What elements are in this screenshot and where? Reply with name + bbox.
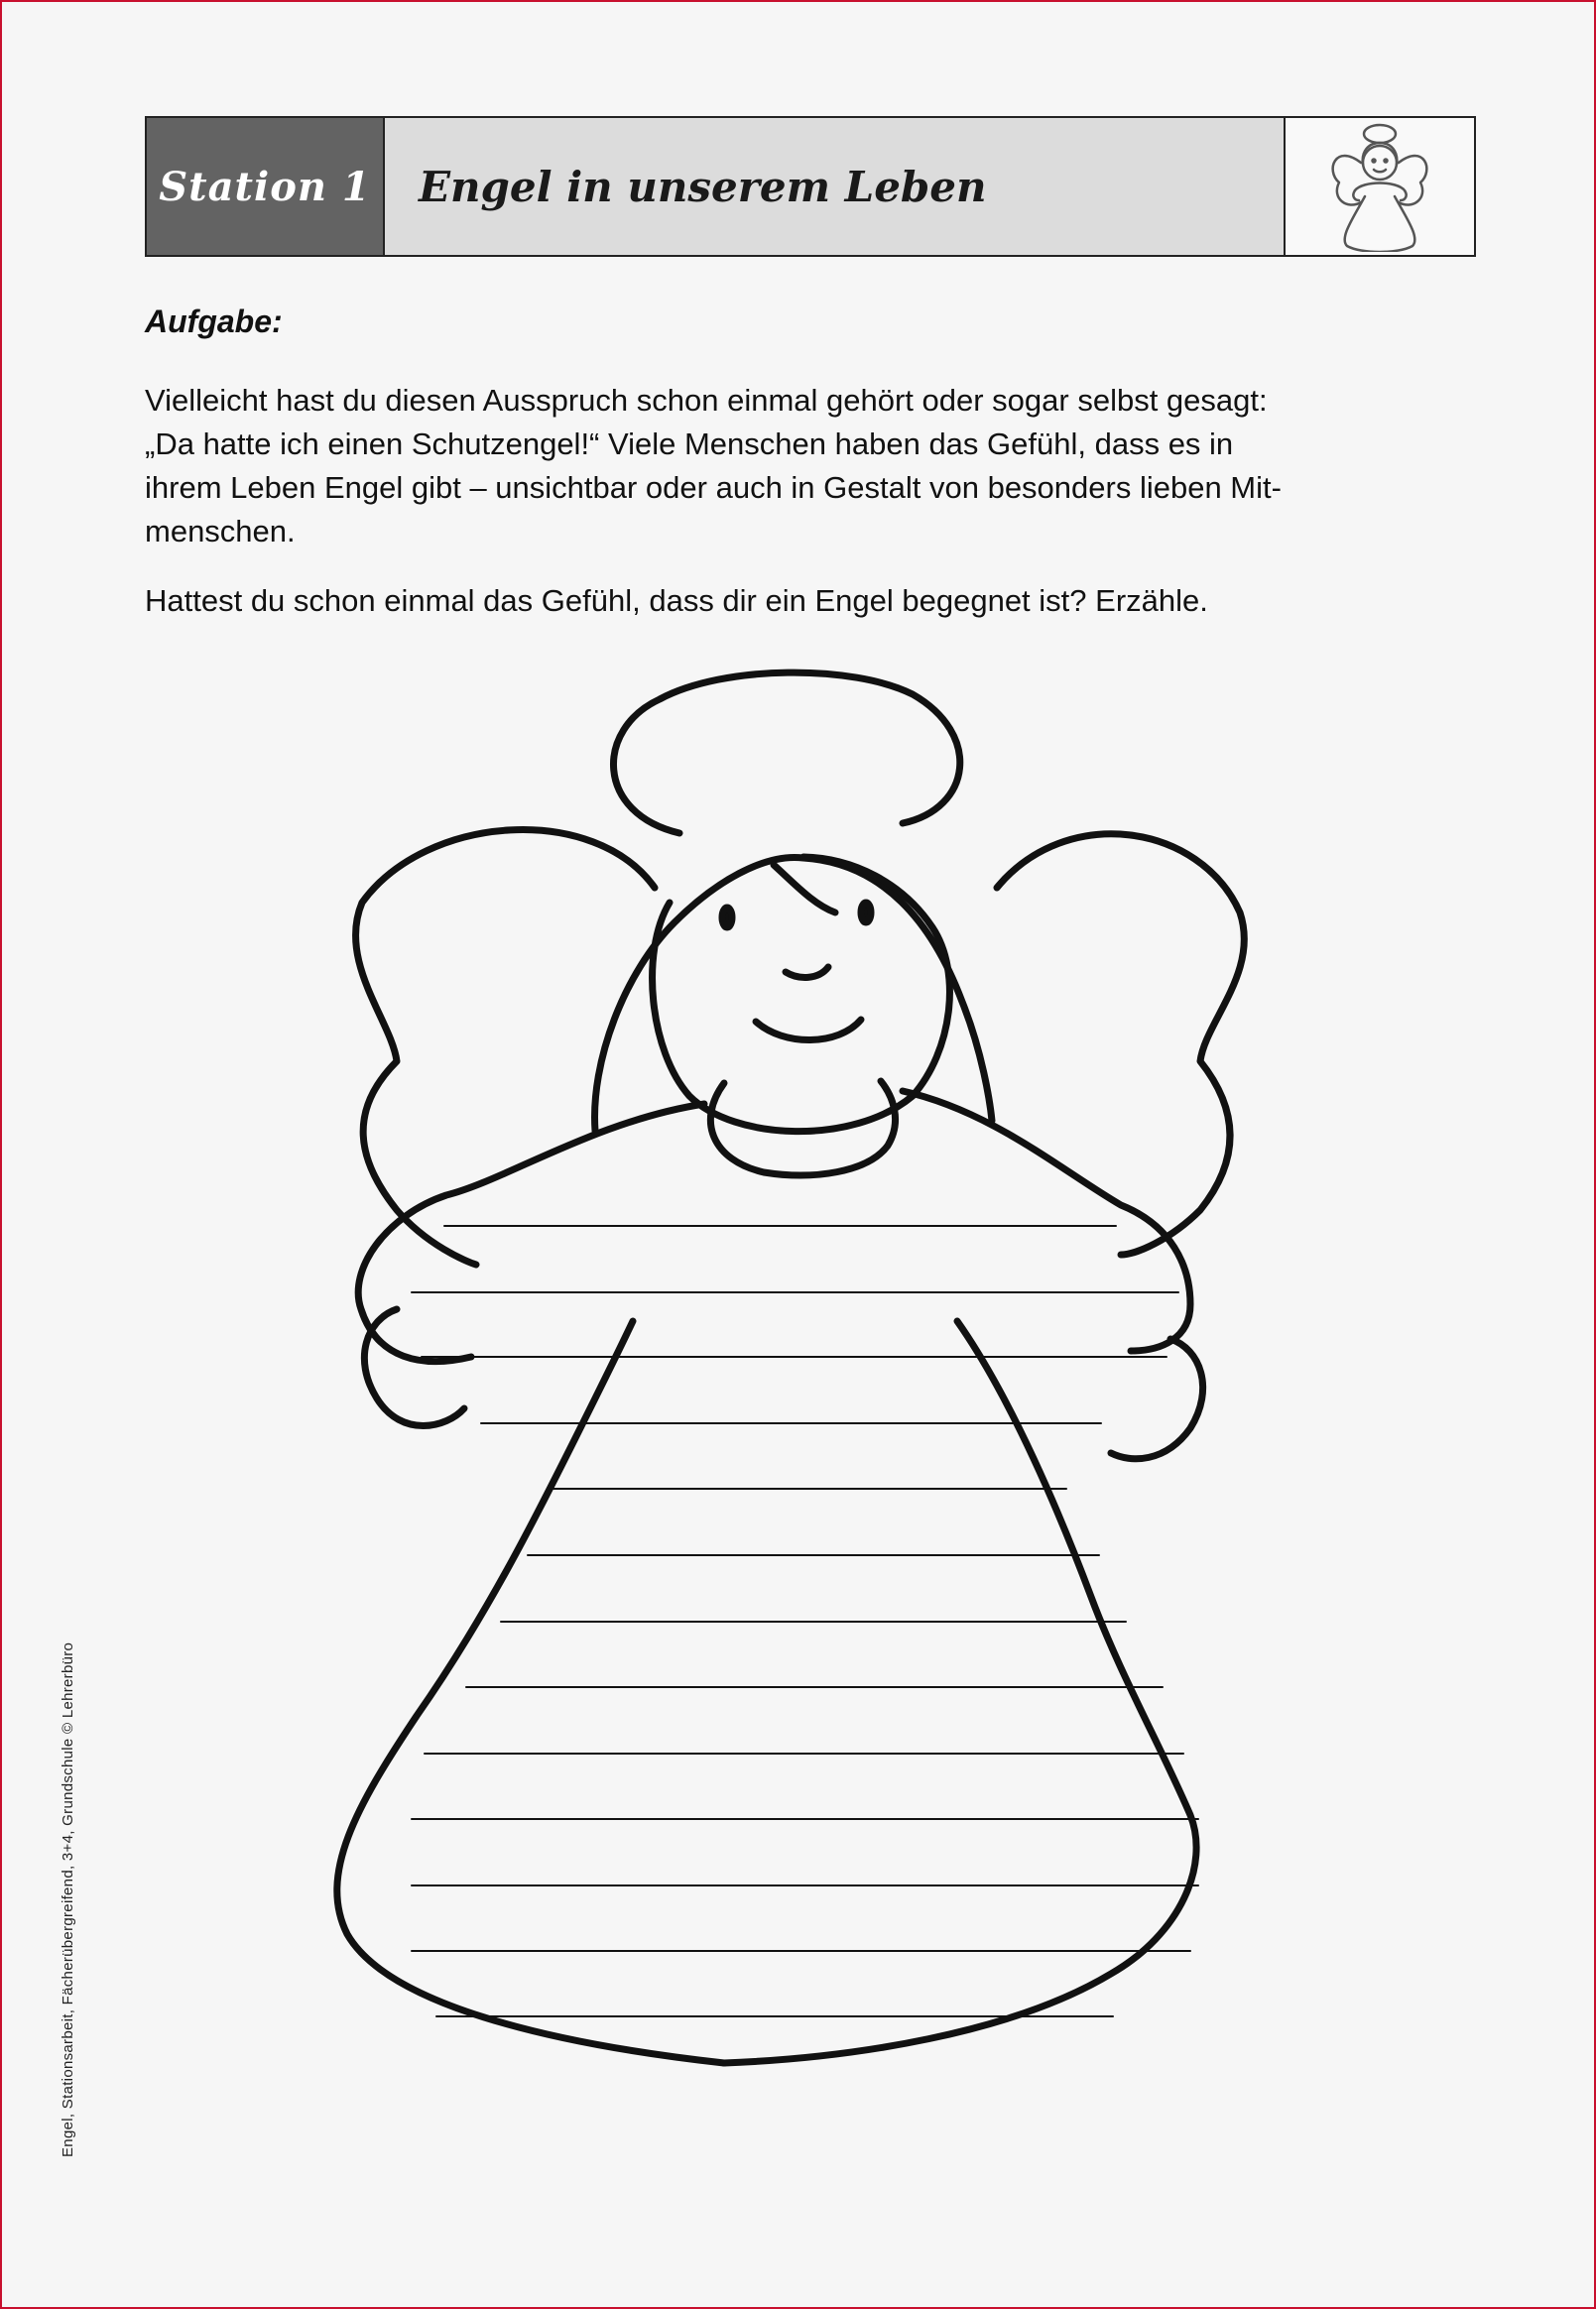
left-wing-shape xyxy=(356,830,655,1265)
hair-part xyxy=(774,865,835,912)
left-arm-shape xyxy=(358,1104,704,1362)
right-wing-shape xyxy=(997,834,1244,1255)
left-eye xyxy=(722,908,732,927)
writing-lines xyxy=(412,1226,1198,2016)
angel-icon xyxy=(1286,118,1474,255)
task-paragraph xyxy=(145,379,1454,553)
nose-mark xyxy=(786,967,828,977)
right-eye xyxy=(861,903,871,922)
task-line: ihrem Leben Engel gibt – unsichtbar oder auch in Gestalt von besonders lieben Mit- xyxy=(145,470,1282,505)
station-label: Station 1 xyxy=(147,118,385,255)
task-question: Hattest du schon einmal das Gefühl, dass dir ein Engel begegnet ist? Erzähle. xyxy=(145,583,1208,618)
task-line: „Da hatte ich einen Schutzengel!“ Viele Menschen haben das Gefühl, dass es in xyxy=(145,426,1234,461)
angel-outline-icon xyxy=(298,645,1289,2152)
mouth-mark xyxy=(756,1020,861,1040)
station-title: Engel in unserem Leben xyxy=(385,118,1286,255)
left-hand-shape xyxy=(364,1309,464,1426)
task-label: Aufgabe: xyxy=(145,304,283,339)
task-line: Vielleicht hast du diesen Ausspruch schon einmal gehört oder sogar selbst gesagt: xyxy=(145,383,1268,418)
station-header xyxy=(145,116,1476,257)
task-line: menschen. xyxy=(145,514,296,548)
footer-credit: Engel, Stationsarbeit, Fächerübergreifend, 3+4, Grundschule © Lehrerbüro xyxy=(60,1641,76,2157)
halo-shape xyxy=(613,672,959,833)
right-arm-shape xyxy=(903,1091,1190,1351)
